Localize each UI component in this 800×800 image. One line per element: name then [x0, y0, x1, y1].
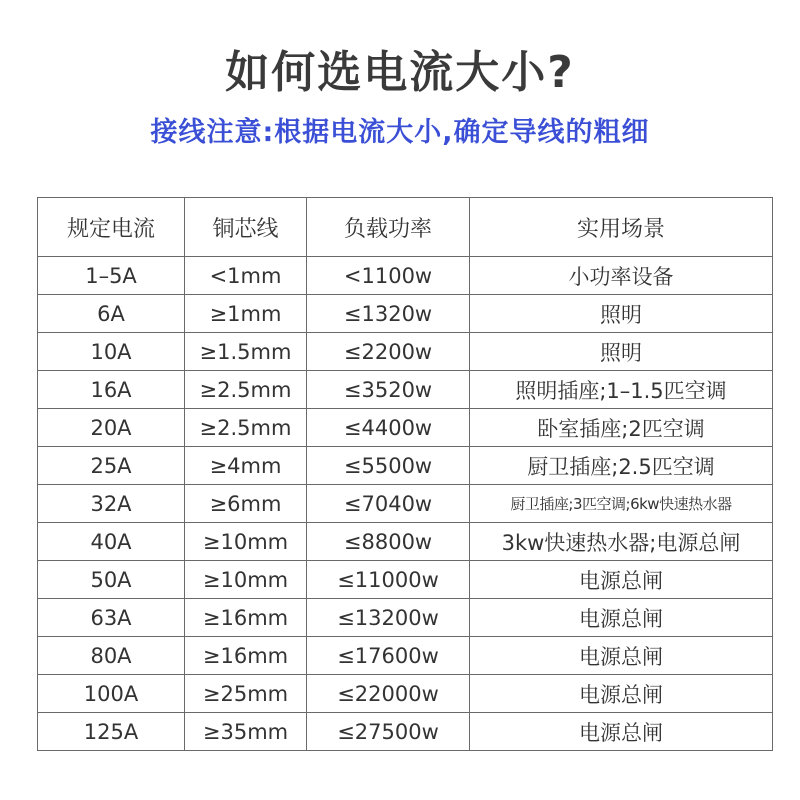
cell-rated-current: 40A	[38, 523, 185, 561]
header-usage-scenario: 实用场景	[470, 198, 773, 257]
cell-copper-wire: ≥1mm	[185, 295, 307, 333]
cell-usage-scenario: 小功率设备	[470, 257, 773, 295]
cell-rated-current: 10A	[38, 333, 185, 371]
cell-rated-current: 50A	[38, 561, 185, 599]
cell-copper-wire: ≥10mm	[185, 523, 307, 561]
cell-load-power: ≤22000w	[307, 675, 470, 713]
table-row	[38, 599, 773, 637]
table-row	[38, 257, 773, 295]
cell-copper-wire: ≥16mm	[185, 599, 307, 637]
table-row	[38, 371, 773, 409]
table-row	[38, 333, 773, 371]
cell-copper-wire: ≥4mm	[185, 447, 307, 485]
cell-load-power: ≤8800w	[307, 523, 470, 561]
cell-load-power: ≤1320w	[307, 295, 470, 333]
table-row	[38, 523, 773, 561]
table-header-row	[38, 198, 773, 257]
header-load-power: 负载功率	[307, 198, 470, 257]
table-row	[38, 485, 773, 523]
cell-copper-wire: ≥1.5mm	[185, 333, 307, 371]
cell-rated-current: 16A	[38, 371, 185, 409]
cell-load-power: <1100w	[307, 257, 470, 295]
table-row	[38, 447, 773, 485]
cell-usage-scenario: 电源总闸	[470, 675, 773, 713]
table-row	[38, 409, 773, 447]
cell-load-power: ≤27500w	[307, 713, 470, 751]
cell-copper-wire: ≥16mm	[185, 637, 307, 675]
cell-usage-scenario: 电源总闸	[470, 637, 773, 675]
cell-copper-wire: ≥35mm	[185, 713, 307, 751]
table-row	[38, 675, 773, 713]
current-spec-table	[37, 197, 773, 751]
cell-load-power: ≤17600w	[307, 637, 470, 675]
cell-copper-wire: ≥2.5mm	[185, 371, 307, 409]
cell-usage-scenario: 照明	[470, 333, 773, 371]
cell-usage-scenario: 厨卫插座;3匹空调;6kw快速热水器	[470, 485, 773, 523]
page-subtitle: 接线注意:根据电流大小,确定导线的粗细	[150, 117, 650, 148]
cell-rated-current: 100A	[38, 675, 185, 713]
cell-copper-wire: ≥2.5mm	[185, 409, 307, 447]
cell-load-power: ≤2200w	[307, 333, 470, 371]
cell-usage-scenario: 照明	[470, 295, 773, 333]
table-row	[38, 637, 773, 675]
cell-usage-scenario: 电源总闸	[470, 561, 773, 599]
cell-rated-current: 20A	[38, 409, 185, 447]
table-row	[38, 295, 773, 333]
cell-rated-current: 125A	[38, 713, 185, 751]
cell-rated-current: 32A	[38, 485, 185, 523]
cell-copper-wire: ≥6mm	[185, 485, 307, 523]
cell-usage-scenario: 3kw快速热水器;电源总闸	[470, 523, 773, 561]
page-title: 如何选电流大小?	[225, 47, 575, 98]
header-rated-current: 规定电流	[38, 198, 185, 257]
cell-copper-wire: ≥10mm	[185, 561, 307, 599]
header-copper-wire: 铜芯线	[185, 198, 307, 257]
cell-load-power: ≤4400w	[307, 409, 470, 447]
cell-rated-current: 63A	[38, 599, 185, 637]
cell-usage-scenario: 厨卫插座;2.5匹空调	[470, 447, 773, 485]
cell-load-power: ≤11000w	[307, 561, 470, 599]
cell-load-power: ≤13200w	[307, 599, 470, 637]
table-row	[38, 713, 773, 751]
cell-usage-scenario: 电源总闸	[470, 713, 773, 751]
cell-copper-wire: ≥25mm	[185, 675, 307, 713]
cell-rated-current: 25A	[38, 447, 185, 485]
cell-rated-current: 80A	[38, 637, 185, 675]
cell-usage-scenario: 卧室插座;2匹空调	[470, 409, 773, 447]
cell-rated-current: 6A	[38, 295, 185, 333]
cell-load-power: ≤3520w	[307, 371, 470, 409]
cell-load-power: ≤5500w	[307, 447, 470, 485]
table-row	[38, 561, 773, 599]
cell-copper-wire: <1mm	[185, 257, 307, 295]
table-body	[38, 257, 773, 751]
cell-usage-scenario: 照明插座;1–1.5匹空调	[470, 371, 773, 409]
cell-rated-current: 1–5A	[38, 257, 185, 295]
cell-load-power: ≤7040w	[307, 485, 470, 523]
cell-usage-scenario: 电源总闸	[470, 599, 773, 637]
